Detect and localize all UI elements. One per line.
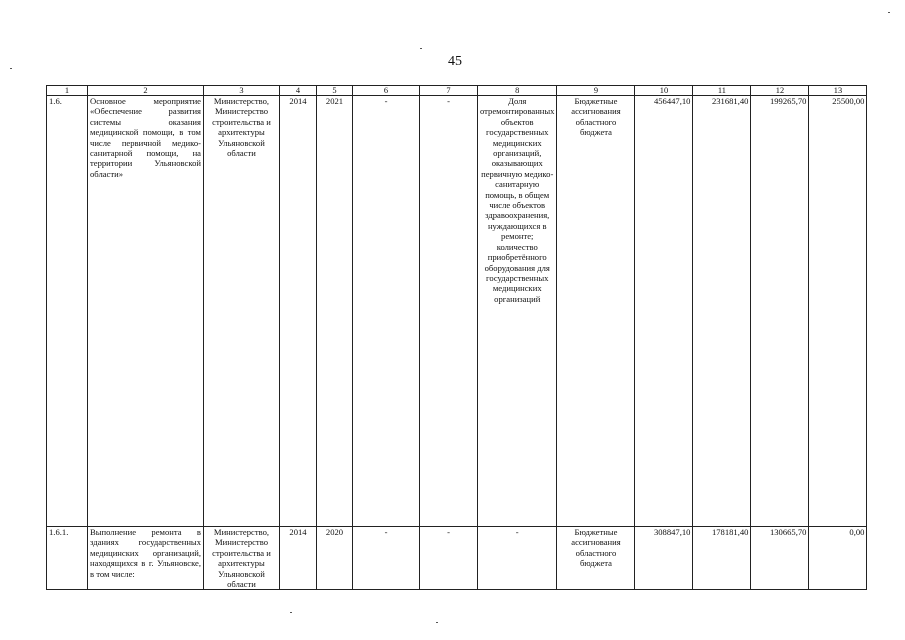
funding-source: Бюджетные ассигнования областного бюджета (557, 96, 635, 527)
amount-col-12: 199265,70 (751, 96, 809, 527)
column-header: 13 (809, 86, 867, 96)
scan-speck (10, 68, 12, 69)
amount-col-13: 0,00 (809, 527, 867, 590)
column-header: 11 (693, 86, 751, 96)
column-6-value: - (353, 527, 420, 590)
column-header: 1 (47, 86, 88, 96)
amount-col-11: 231681,40 (693, 96, 751, 527)
executor: Министерство, Министерство строительства и архитектуры Ульяновской области (204, 527, 280, 590)
column-header: 4 (280, 86, 317, 96)
item-number: 1.6. (47, 96, 88, 527)
column-header: 7 (420, 86, 478, 96)
scan-speck (436, 622, 438, 623)
total-amount: 308847,10 (635, 527, 693, 590)
column-7-value: - (420, 96, 478, 527)
budget-table (46, 85, 867, 590)
column-7-value: - (420, 527, 478, 590)
column-header: 12 (751, 86, 809, 96)
funding-source: Бюджетные ассигнования областного бюджета (557, 527, 635, 590)
activity-name: Основное мероприятие «Обеспечение развития системы оказания медицинской помощи, в том числе первичной медико-санитарной помощи, на территории Ульяновской области» (88, 96, 204, 527)
column-header: 3 (204, 86, 280, 96)
year-end: 2021 (317, 96, 353, 527)
target-indicator: - (478, 527, 557, 590)
scan-speck (290, 612, 292, 613)
year-start: 2014 (280, 527, 317, 590)
table-row (47, 527, 867, 590)
column-header: 8 (478, 86, 557, 96)
column-header: 2 (88, 86, 204, 96)
scan-speck (420, 48, 422, 49)
column-header: 6 (353, 86, 420, 96)
total-amount: 456447,10 (635, 96, 693, 527)
item-number: 1.6.1. (47, 527, 88, 590)
amount-col-13: 25500,00 (809, 96, 867, 527)
column-header: 10 (635, 86, 693, 96)
amount-col-12: 130665,70 (751, 527, 809, 590)
column-6-value: - (353, 96, 420, 527)
column-header: 9 (557, 86, 635, 96)
year-end: 2020 (317, 527, 353, 590)
column-header: 5 (317, 86, 353, 96)
executor: Министерство, Министерство строительства и архитектуры Ульяновской области (204, 96, 280, 527)
activity-name: Выполнение ремонта в зданиях государственных медицинских организаций, находящихся в г. Ульяновске, в том числе: (88, 527, 204, 590)
amount-col-11: 178181,40 (693, 527, 751, 590)
page-number: 45 (448, 54, 462, 69)
scan-speck (888, 12, 890, 13)
year-start: 2014 (280, 96, 317, 527)
table-row (47, 96, 867, 527)
target-indicator: Доля отремонтированных объектов государственных медицинских организаций, оказывающих первичную медико-санитарную помощь, в общем числе объектов здравоохранения, нуждающихся в ремонте; количество приобретённого оборудования для государственных медицинских организаций (478, 96, 557, 527)
header-row (47, 86, 867, 96)
